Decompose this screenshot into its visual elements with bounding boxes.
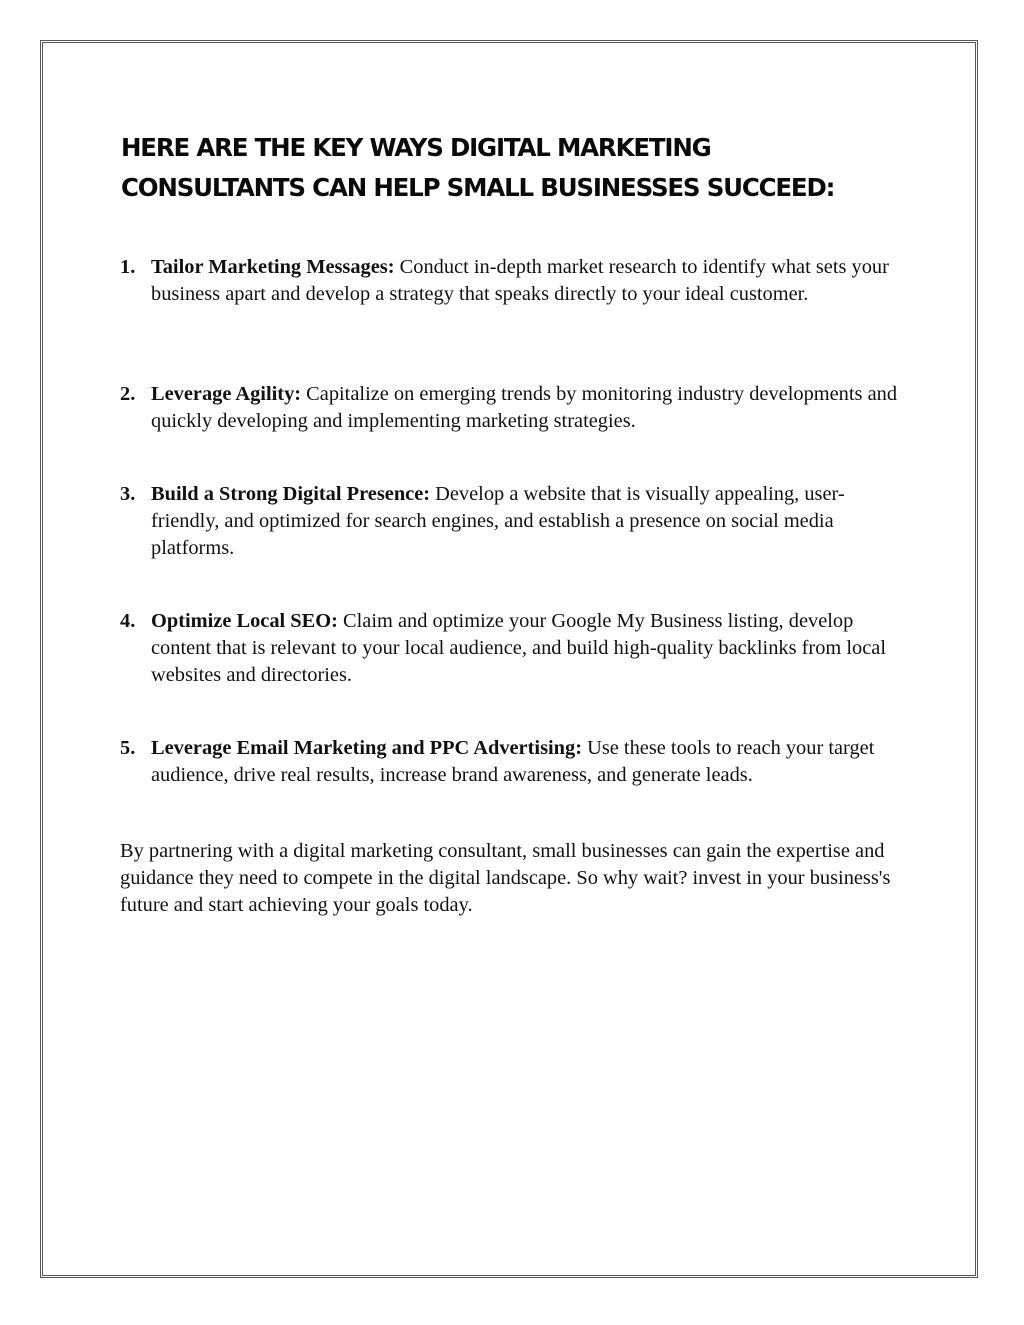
step-title: Leverage Email Marketing and PPC Advertising: [151,737,582,759]
step-text: Use these tools to reach your target audience, drive real results, increase brand awareness, and generate leads. [151,737,875,786]
step-text: Capitalize on emerging trends by monitoring industry developments and quickly developing and implementing marketing strategies. [151,383,898,432]
page-heading [121,128,921,208]
step-number: 4. [120,610,136,632]
step-number: 2. [120,383,136,405]
step-item-4 [120,608,910,689]
step-item-1 [120,254,910,308]
step-number: 5. [120,737,136,759]
step-item-3 [120,481,910,562]
step-number: 1. [120,256,136,278]
step-body [151,481,910,562]
step-text: Conduct in-depth market research to identify what sets your business apart and develop a strategy that speaks directly to your ideal customer. [151,256,889,305]
step-body [151,735,910,789]
step-body [151,254,910,308]
step-item-5 [120,735,910,789]
heading-line-1: HERE ARE THE KEY WAYS DIGITAL MARKETING [121,133,711,162]
step-body [151,608,910,689]
step-item-2 [120,381,910,435]
step-title: Tailor Marketing Messages: [151,256,395,278]
step-title: Build a Strong Digital Presence: [151,483,431,505]
step-body [151,381,910,435]
closing-paragraph: By partnering with a digital marketing consultant, small businesses can gain the expertise and guidance they need to compete in the digital landscape. So why wait? invest in your business's future and start achieving your goals today. [120,840,891,916]
step-title: Leverage Agility: [151,383,302,405]
heading-line-2: CONSULTANTS CAN HELP SMALL BUSINESSES SUCCEED: [121,173,835,202]
step-text: Claim and optimize your Google My Business listing, develop content that is relevant to your local audience, and build high-quality backlinks from local websites and directories. [151,610,886,686]
step-number: 3. [120,483,136,505]
step-text: Develop a website that is visually appealing, user-friendly, and optimized for search engines, and establish a presence on social media platforms. [151,483,845,559]
step-title: Optimize Local SEO: [151,610,338,632]
